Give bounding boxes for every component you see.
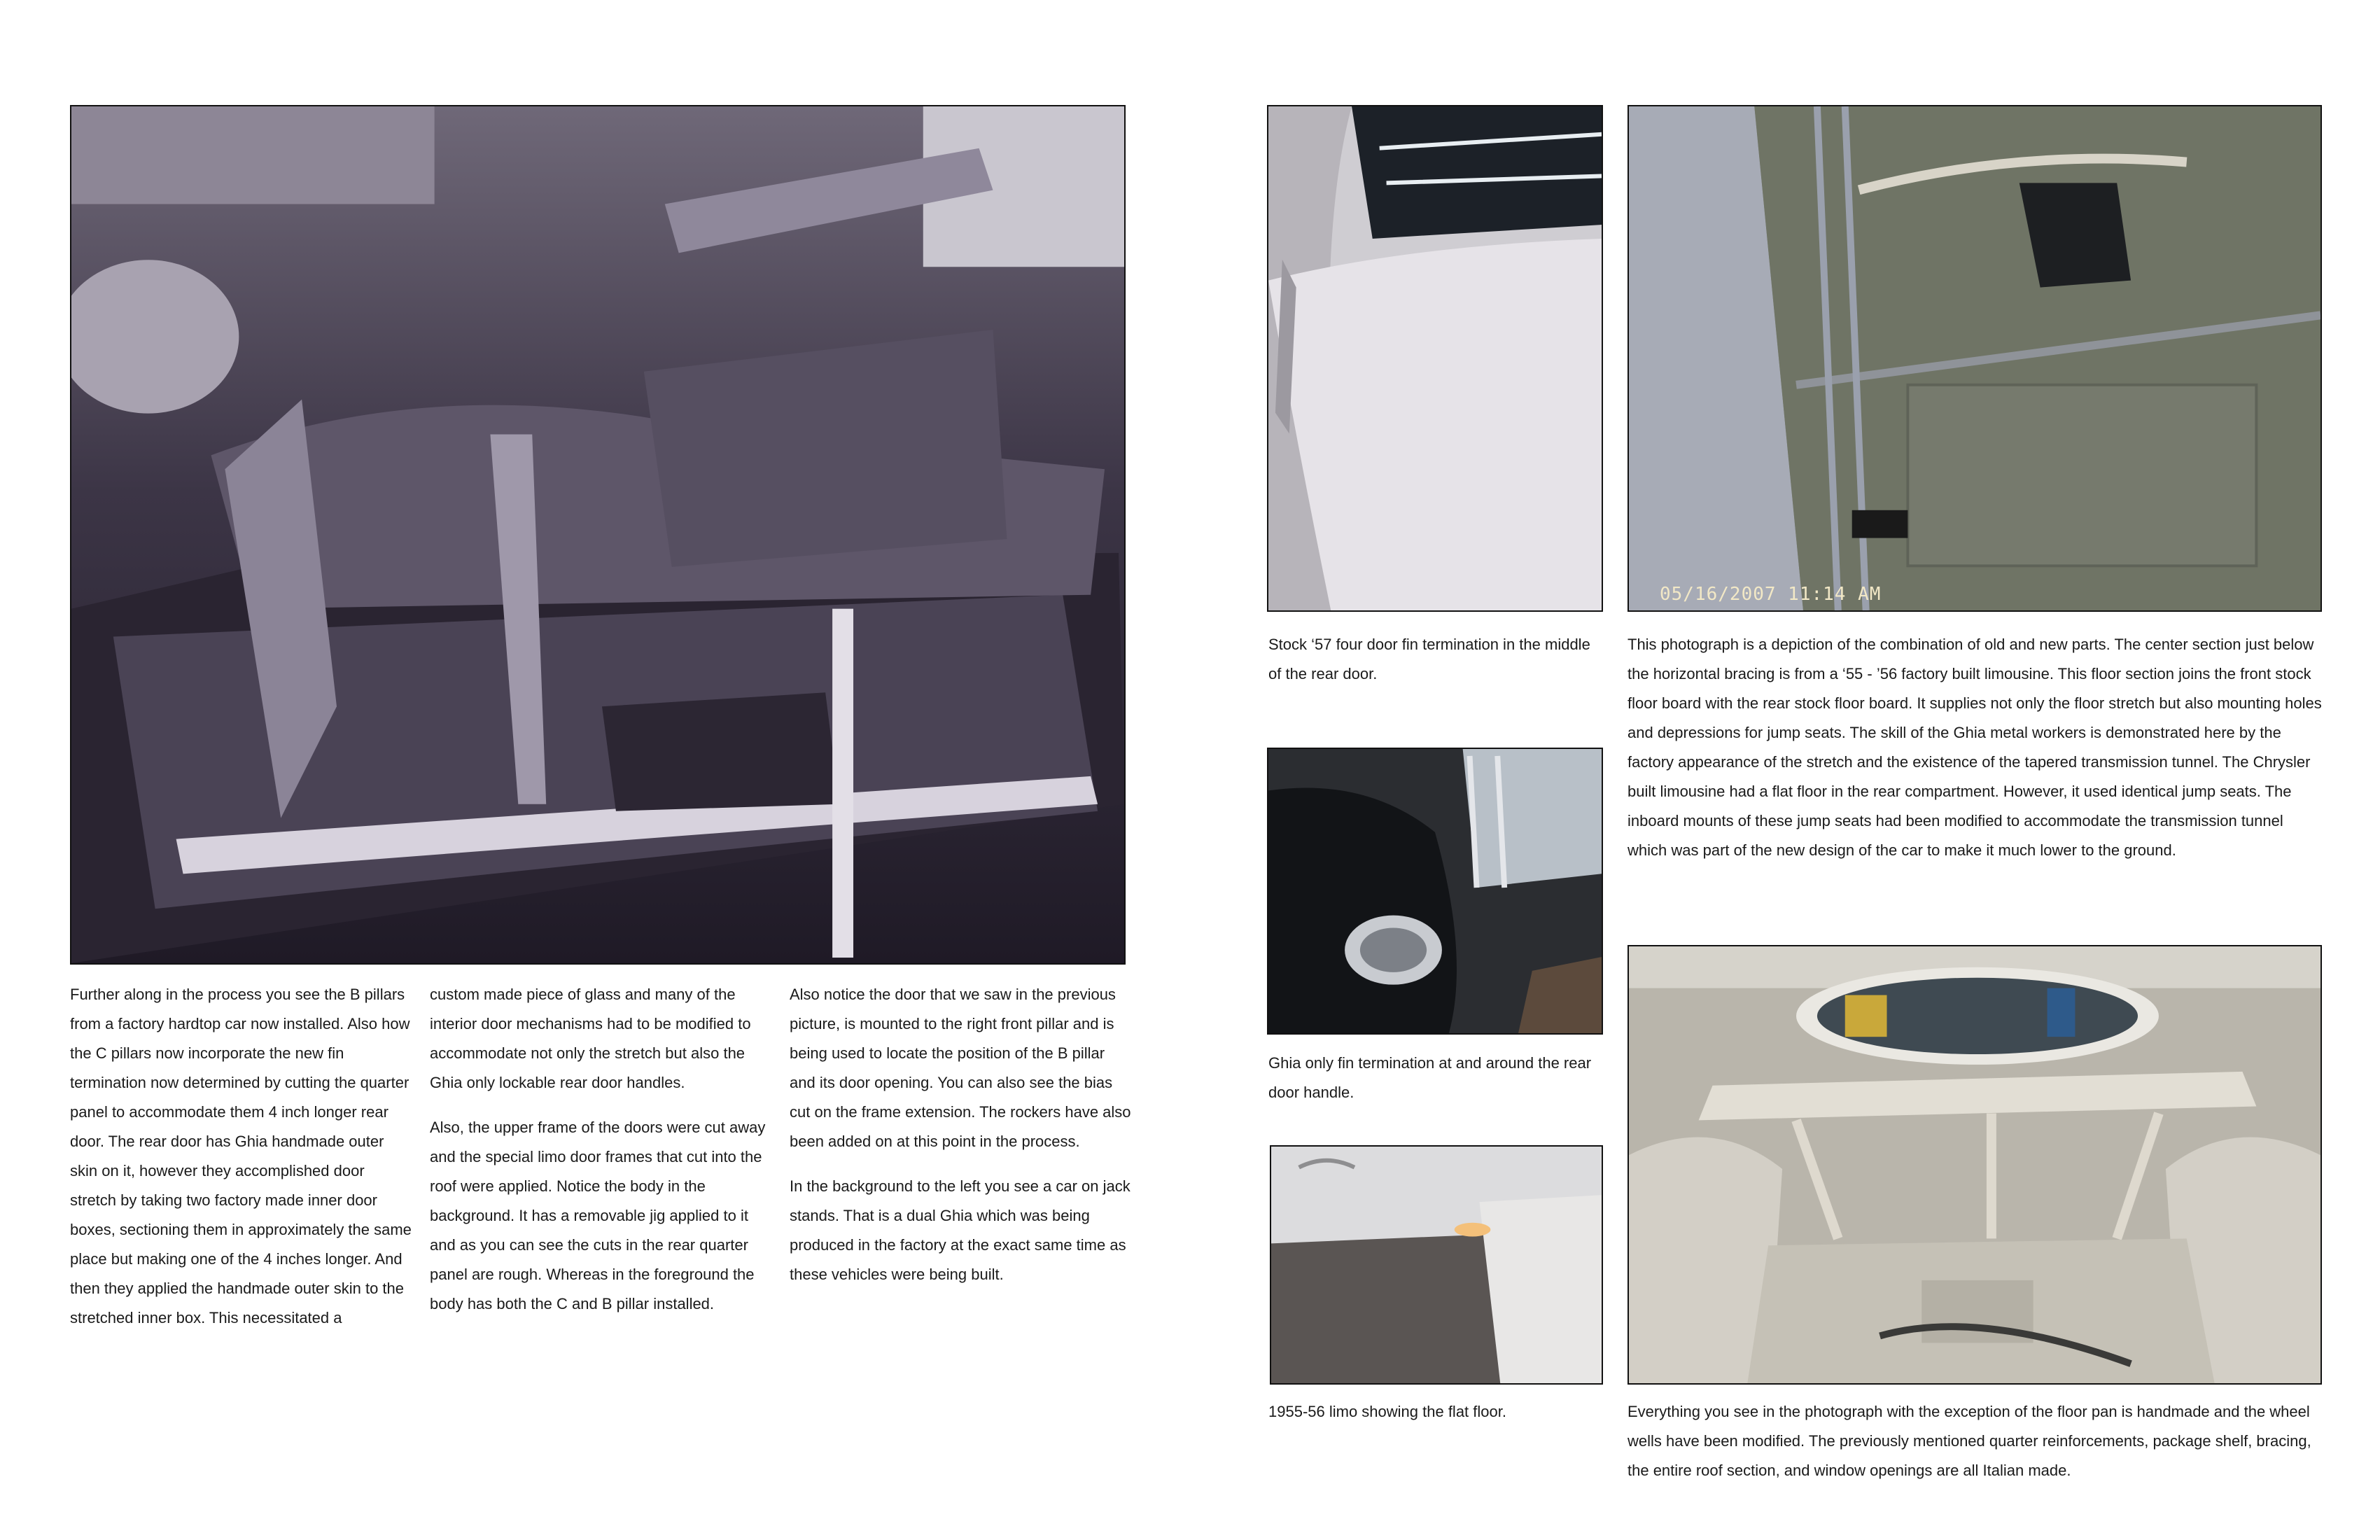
article-column-1 xyxy=(70,980,413,1348)
caption-flat-floor: 1955-56 limo showing the flat floor. xyxy=(1268,1403,1506,1420)
photo-white-fin-termination xyxy=(1267,105,1603,612)
photo-floor-pan xyxy=(1628,105,2322,612)
article-paragraph: custom made piece of glass and many of the interior door mechanisms had to be modified to accommodate not only the stretch but also the Ghia only lockable rear door handles. xyxy=(430,986,751,1091)
article-paragraph: Also, the upper frame of the doors were cut away and the special limo door frames that cut into the roof were applied. Notice the body in the background. It has a removable jig applied to it and as you can see the cuts in the rear quarter panel are rough. Whereas in the foreground the body has both the C and B pillar installed. xyxy=(430,1119,766,1312)
article-column-2 xyxy=(430,980,773,1334)
photo-door-handle xyxy=(1267,748,1603,1035)
photo-date-stamp: 05/16/2007 11:14 AM xyxy=(1660,584,1882,605)
article-paragraph: Also notice the door that we saw in the previous picture, is mounted to the right front pillar and is being used to locate the position of the B pillar and its door opening. You can also see the bias cut on the frame extension. The rockers have also been added on at this point in the process. xyxy=(790,986,1131,1150)
caption-door-handle: Ghia only fin termination at and around the rear door handle. xyxy=(1268,1054,1592,1101)
caption-floor-pan: This photograph is a depiction of the combination of old and new parts. The center section just below the horizontal bracing is from a ‘55 - ’56 factory built limousine. This floor section joins the front stock floor board with the rear stock floor board. It supplies not only the floor stretch but also mounting holes and depressions for jump seats. The skill of the Ghia metal workers is demonstrated here by the factory appearance of the stretch and the existence of the tapered transmission tunnel. The Chrysler built limousine had a flat floor in the rear compartment. However, it used identical jump seats. The inboard mounts of these jump seats had been modified to accommodate the transmission tunnel which was part of the new design of the car to make it much lower to the ground. xyxy=(1628,636,2322,859)
photo-rear-interior xyxy=(1628,945,2322,1385)
article-column-3 xyxy=(790,980,1133,1305)
article-paragraph: In the background to the left you see a car on jack stands. That is a dual Ghia which was being produced in the factory at the exact same time as these vehicles were being built. xyxy=(790,1177,1130,1283)
caption-rear-interior: Everything you see in the photograph with the exception of the floor pan is handmade and the wheel wells have been modified. The previously mentioned quarter reinforcements, package shelf, bracing, the entire roof section, and window openings are all Italian made. xyxy=(1628,1403,2311,1479)
caption-white-fin: Stock ‘57 four door fin termination in the middle of the rear door. xyxy=(1268,636,1590,682)
photo-flat-floor xyxy=(1270,1145,1603,1385)
main-photo-body-in-jig xyxy=(70,105,1126,965)
article-paragraph: Further along in the process you see the B pillars from a factory hardtop car now installed. Also how the C pillars now incorporate the new fin termination now determined by cutting the quarter panel to accommodate them 4 inch longer rear door. The rear door has Ghia handmade outer skin on it, however they accomplished door stretch by taking two factory made inner door boxes, sectioning them in approximately the same place but making one of the 4 inches longer. And then they applied the handmade outer skin to the stretched inner box. This necessitated a xyxy=(70,986,412,1326)
